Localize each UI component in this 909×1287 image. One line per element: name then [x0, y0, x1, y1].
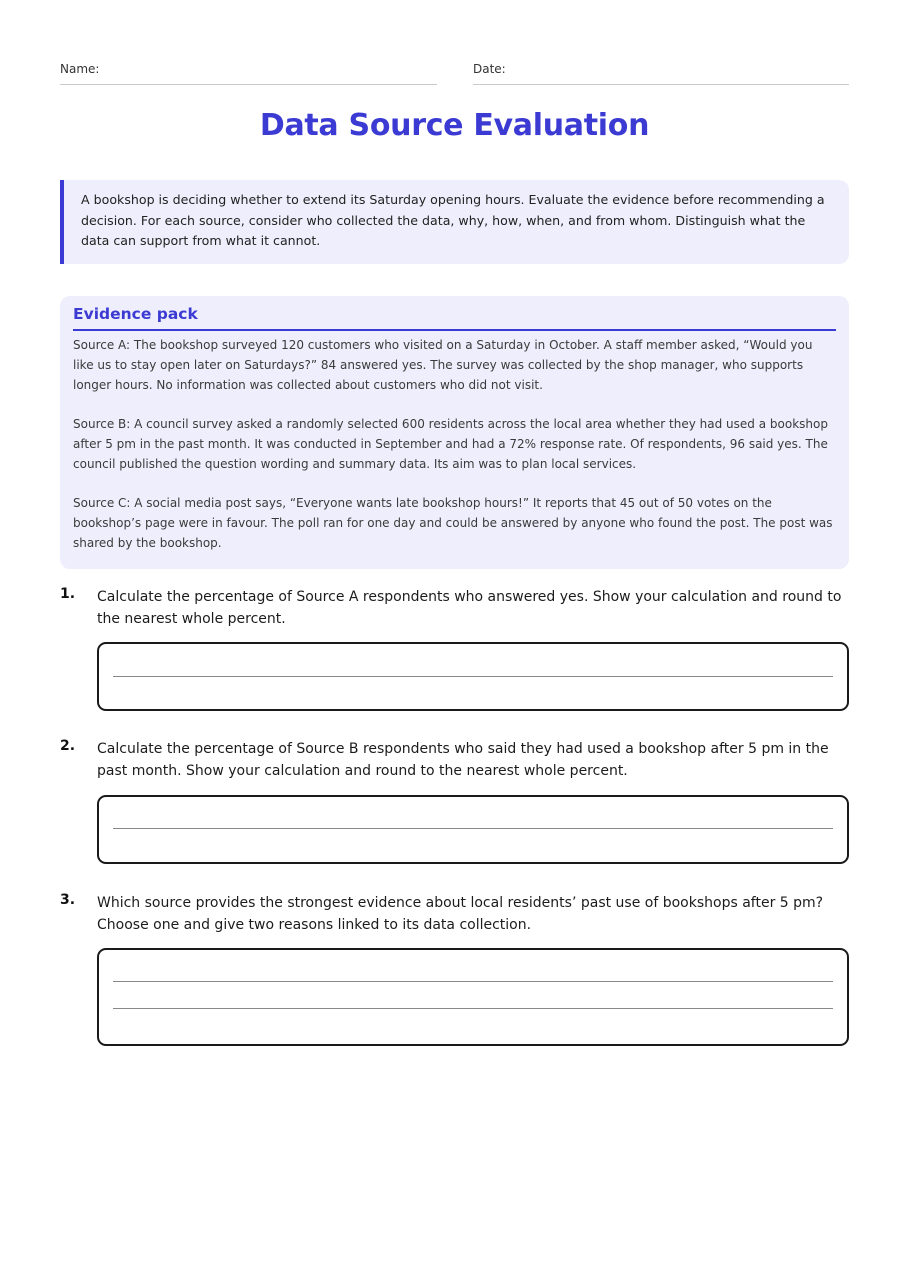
- answer-line: [113, 828, 833, 829]
- question-number: 2.: [60, 738, 76, 754]
- name-field[interactable]: [60, 62, 437, 85]
- answer-line: [113, 1008, 833, 1009]
- answer-box[interactable]: [97, 642, 849, 711]
- answer-line: [113, 981, 833, 982]
- question-number: 3.: [60, 892, 76, 908]
- source-c-text: Source C: A social media post says, “Everyone wants late bookshop hours!” It reports that 45 out of 50 votes on the bookshop’s page were in favour. The poll ran for one day and could be answered by anyone who found the post. The post was shared by the bookshop.: [73, 496, 833, 550]
- source-a-text: Source A: The bookshop surveyed 120 customers who visited on a Saturday in October. A staff member asked, “Would you like us to stay open later on Saturdays?” 84 answered yes. The survey was collected by the shop manager, who supports longer hours. No information was collected about customers who did not visit.: [73, 338, 813, 392]
- evidence-pack-title: Evidence pack: [73, 305, 836, 331]
- question-number: 1.: [60, 586, 76, 602]
- question-text: Calculate the percentage of Source A respondents who answered yes. Show your calculation and round to the nearest whole percent.: [97, 589, 842, 627]
- answer-box[interactable]: [97, 948, 849, 1046]
- source-b-text: Source B: A council survey asked a randomly selected 600 residents across the local area whether they had used a bookshop after 5 pm in the past month. It was conducted in September and had a 72% response rate. Of respondents, 96 said yes. The council published the question wording and summary data. Its aim was to plan local services.: [73, 417, 828, 471]
- date-label: Date:: [473, 62, 506, 76]
- name-label: Name:: [60, 62, 100, 76]
- question-text: Which source provides the strongest evidence about local residents’ past use of bookshops after 5 pm? Choose one and give two reasons linked to its data collection.: [97, 895, 824, 933]
- answer-box[interactable]: [97, 795, 849, 864]
- answer-line: [113, 676, 833, 677]
- intro-text: A bookshop is deciding whether to extend its Saturday opening hours. Evaluate the evidence before recommending a decision. For each source, consider who collected the data, why, how, when, and from whom. Distinguish what the data can support from what it cannot.: [81, 192, 825, 248]
- intro-callout: [60, 180, 849, 264]
- page-title: Data Source Evaluation: [259, 108, 650, 143]
- name-date-row: [60, 62, 849, 85]
- date-field[interactable]: [473, 62, 849, 85]
- evidence-pack: [60, 296, 849, 569]
- question-text: Calculate the percentage of Source B respondents who said they had used a bookshop after 5 pm in the past month. Show your calculation and round to the nearest whole percent.: [97, 741, 829, 779]
